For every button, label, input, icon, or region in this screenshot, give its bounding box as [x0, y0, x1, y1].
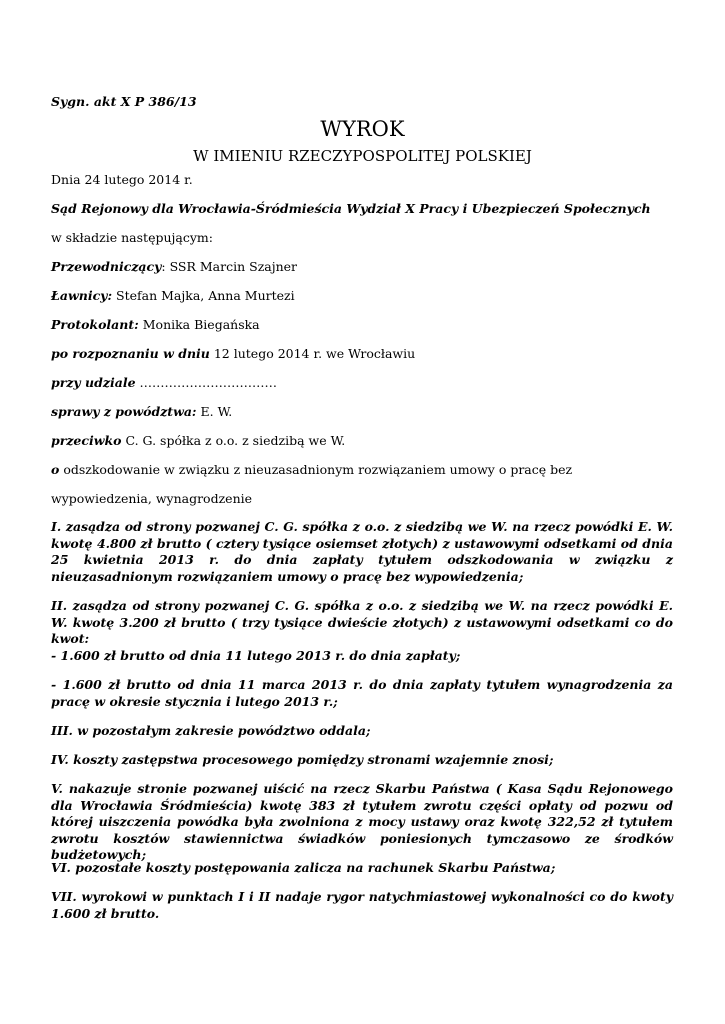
participation-label: przy udziale	[51, 375, 136, 390]
jurors-line	[51, 288, 295, 304]
verdict-point-2-item-2: - 1.600 zł brutto od dnia 11 marca 2013 r. do dnia zapłaty tytułem wynagrodzenia za pracę w okresie stycznia i lutego 2013 r.;	[51, 677, 673, 709]
against-line	[51, 433, 345, 449]
hearing-value: 12 lutego 2014 r. we Wrocławiu	[209, 346, 416, 361]
chair-value: : SSR Marcin Szajner	[161, 259, 298, 274]
date-line: Dnia 24 lutego 2014 r.	[51, 172, 193, 187]
court-name: Sąd Rejonowy dla Wrocławia-Śródmieścia Wydział X Pracy i Ubezpieczeń Społecznych	[51, 201, 651, 216]
subject-continuation: wypowiedzenia, wynagrodzenie	[51, 491, 253, 506]
subject-line	[51, 462, 572, 478]
chair-line	[51, 259, 297, 275]
clerk-label: Protokolant:	[51, 317, 139, 332]
claim-line	[51, 404, 232, 420]
composition-intro: w składzie następującym:	[51, 230, 213, 245]
participation-value: ……………………………	[135, 375, 277, 390]
against-value: C. G. spółka z o.o. z siedzibą we W.	[121, 433, 346, 448]
against-label: przeciwko	[51, 433, 122, 448]
verdict-point-4: IV. koszty zastępstwa procesowego pomiędzy stronami wzajemnie znosi;	[51, 752, 554, 767]
participation-line	[51, 375, 277, 391]
hearing-label: po rozpoznaniu w dniu	[51, 346, 210, 361]
verdict-point-2: II. zasądza od strony pozwanej C. G. spółka z o.o. z siedzibą we W. na rzecz powódki E. W. kwotę 3.200 zł brutto ( trzy tysiące dwieście złotych) z ustawowymi odsetkami co do kwot:	[51, 598, 673, 646]
verdict-point-7: VII. wyrokowi w punktach I i II nadaje rygor natychmiastowej wykonalności co do kwoty 1.600 zł brutto.	[51, 889, 673, 921]
chair-label: Przewodniczący	[51, 259, 162, 274]
jurors-value: Stefan Majka, Anna Murtezi	[112, 288, 295, 303]
subject-label: o	[51, 462, 60, 477]
clerk-value: Monika Biegańska	[138, 317, 260, 332]
verdict-point-6: VI. pozostałe koszty postępowania zalicza na rachunek Skarbu Państwa;	[51, 860, 556, 875]
document-title: WYROK	[320, 117, 405, 141]
jurors-label: Ławnicy:	[51, 288, 113, 303]
verdict-point-5: V. nakazuje stronie pozwanej uiścić na rzecz Skarbu Państwa ( Kasa Sądu Rejonowego dla Wrocławia Śródmieścia) kwotę 383 zł tytułem zwrotu części opłaty od pozwu od której uiszczenia powódka była zwolniona z mocy ustawy oraz kwotę 322,52 zł tytułem zwrotu kosztów stawiennictwa świadków poniesionych tymczasowo ze środków budżetowych;	[51, 781, 673, 862]
claim-value: E. W.	[196, 404, 233, 419]
verdict-point-3: III. w pozostałym zakresie powództwo oddala;	[51, 723, 371, 738]
subject-value: odszkodowanie w związku z nieuzasadnionym rozwiązaniem umowy o pracę bez	[59, 462, 573, 477]
verdict-point-1: I. zasądza od strony pozwanej C. G. spółka z o.o. z siedzibą we W. na rzecz powódki E. W. kwotę 4.800 zł brutto ( cztery tysiące osiemset złotych) z ustawowymi odsetkami od dnia 25 kwietnia 2013 r. do dnia zapłaty tytułem odszkodowania w związku z nieuzasadnionym rozwiązaniem umowy o pracę bez wypowiedzenia;	[51, 519, 673, 584]
document-subtitle: W IMIENIU RZECZYPOSPOLITEJ POLSKIEJ	[193, 147, 532, 165]
case-signature: Sygn. akt X P 386/13	[51, 94, 197, 109]
clerk-line	[51, 317, 260, 333]
verdict-point-2-item-1: - 1.600 zł brutto od dnia 11 lutego 2013 r. do dnia zapłaty;	[51, 648, 461, 663]
hearing-line	[51, 346, 415, 362]
claim-label: sprawy z powództwa:	[51, 404, 197, 419]
